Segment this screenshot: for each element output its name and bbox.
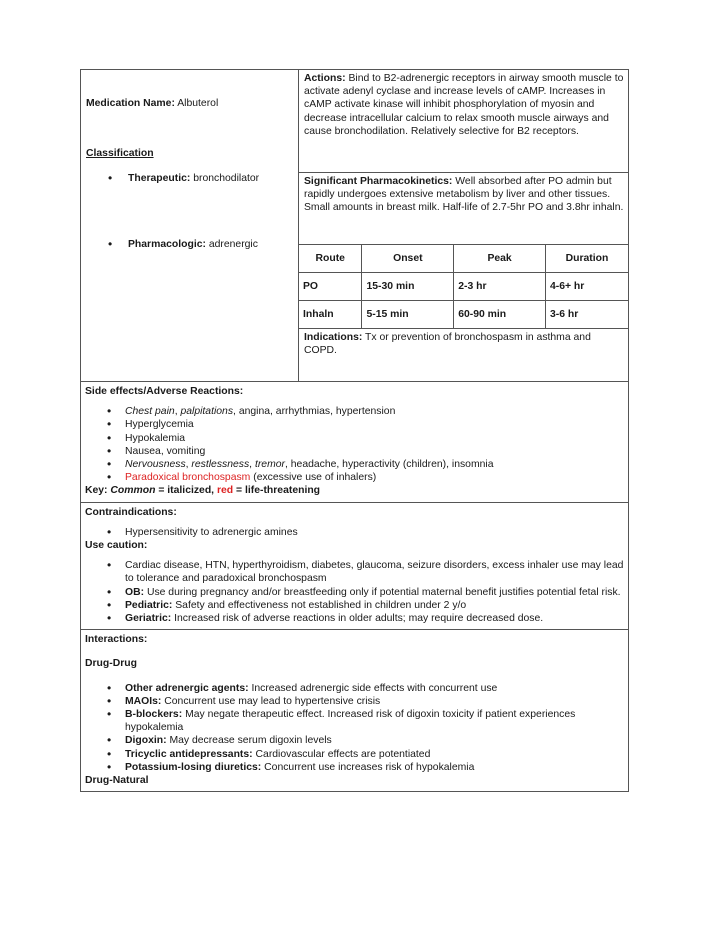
pk-header-peak: Peak bbox=[454, 245, 546, 273]
table-row bbox=[299, 301, 628, 329]
list-item: • Geriatric: Increased risk of adverse reactions in older adults; may require decreased dose. bbox=[85, 612, 624, 625]
list-item: • Hypokalemia bbox=[85, 432, 624, 445]
medication-column bbox=[81, 70, 299, 381]
indications-box: Indications: Tx or prevention of bronchospasm in asthma and COPD. bbox=[304, 332, 591, 357]
details-column bbox=[299, 70, 628, 381]
classification-heading: Classification bbox=[86, 148, 154, 160]
pk-table-header-row bbox=[299, 245, 628, 273]
pk-header-onset: Onset bbox=[362, 245, 454, 273]
pk-cell: 60-90 min bbox=[454, 301, 546, 329]
pk-cell: Inhaln bbox=[299, 301, 362, 329]
list-item: • MAOIs: Concurrent use may lead to hypertensive crisis bbox=[85, 695, 624, 708]
interactions-section bbox=[81, 629, 628, 791]
side-effects-heading: Side effects/Adverse Reactions: bbox=[85, 386, 244, 397]
list-item: • Tricyclic antidepressants: Cardiovascular effects are potentiated bbox=[85, 748, 624, 761]
interactions-list bbox=[85, 682, 624, 774]
contraindications-section bbox=[81, 502, 628, 630]
list-item: • Hypersensitivity to adrenergic amines bbox=[85, 526, 624, 539]
drug-card bbox=[80, 69, 629, 792]
pharmacokinetics-box: Significant Pharmacokinetics: Well absorbed after PO admin but rapidly undergoes extensive metabolism by liver and other tissues. Small amounts in breast milk. Half-life of 2.7-5hr PO and 3.8hr inhaln. bbox=[299, 173, 628, 245]
list-item: • Other adrenergic agents: Increased adrenergic side effects with concurrent use bbox=[85, 682, 624, 695]
list-item: • Pediatric: Safety and effectiveness not established in children under 2 y/o bbox=[85, 599, 624, 612]
interactions-heading: Interactions: bbox=[85, 634, 148, 646]
list-item: • OB: Use during pregnancy and/or breastfeeding only if potential maternal benefit justifies potential fetal risk. bbox=[85, 586, 624, 599]
pk-table bbox=[299, 245, 628, 328]
list-item: • Digoxin: May decrease serum digoxin levels bbox=[85, 734, 624, 747]
list-item: • B-blockers: May negate therapeutic effect. Increased risk of digoxin toxicity if patient experiences hypokalemia bbox=[85, 708, 624, 734]
list-item: • Potassium-losing diuretics: Concurrent use increases risk of hypokalemia bbox=[85, 761, 624, 774]
pk-header-duration: Duration bbox=[545, 245, 628, 273]
pk-cell: 3-6 hr bbox=[545, 301, 628, 329]
list-item: • Paradoxical bronchospasm (excessive use of inhalers) bbox=[85, 471, 624, 484]
list-item: • Nausea, vomiting bbox=[85, 445, 624, 458]
pk-cell: PO bbox=[299, 273, 362, 301]
list-item: • Chest pain, palpitations, angina, arrhythmias, hypertension bbox=[85, 405, 624, 418]
pk-cell: 4-6+ hr bbox=[545, 273, 628, 301]
table-row bbox=[299, 273, 628, 301]
pk-cell: 5-15 min bbox=[362, 301, 454, 329]
pk-table-box bbox=[299, 245, 628, 329]
pk-cell: 15-30 min bbox=[362, 273, 454, 301]
caution-list bbox=[85, 559, 624, 625]
therapeutic-class: • Therapeutic: bronchodilator bbox=[86, 172, 293, 185]
side-effects-section bbox=[81, 381, 628, 502]
pk-header-route: Route bbox=[299, 245, 362, 273]
list-item: • Nervousness, restlessness, tremor, headache, hyperactivity (children), insomnia bbox=[85, 458, 624, 471]
list-item: • Cardiac disease, HTN, hyperthyroidism, diabetes, glaucoma, seizure disorders, excess inhaler use may lead to tolerance and paradoxical bronchospasm bbox=[85, 559, 624, 585]
contraindications-list bbox=[85, 526, 624, 539]
pharmacologic-class: • Pharmacologic: adrenergic bbox=[86, 238, 293, 251]
legend-key: Key: Common = italicized, red = life-threatening bbox=[85, 485, 321, 497]
drug-natural-heading: Drug-Natural bbox=[85, 775, 149, 787]
top-section bbox=[81, 70, 628, 381]
drug-drug-heading: Drug-Drug bbox=[85, 658, 137, 670]
pk-cell: 2-3 hr bbox=[454, 273, 546, 301]
side-effects-list bbox=[85, 405, 624, 484]
list-item: • Hyperglycemia bbox=[85, 418, 624, 431]
medication-name: Medication Name: Albuterol bbox=[86, 98, 219, 109]
contraindications-heading: Contraindications: bbox=[85, 506, 177, 518]
use-caution-heading: Use caution: bbox=[85, 540, 148, 552]
actions-box: Actions: Bind to B2-adrenergic receptors in airway smooth muscle to activate adenyl cyclase and increase levels of cAMP. Increases in cAMP activate kinase will inhibit phosphorylation of myosin and decrease intracellular calcium to relax smooth muscle airways and cause bronchodilation. Relatively selective for B2 receptors. bbox=[299, 70, 628, 173]
